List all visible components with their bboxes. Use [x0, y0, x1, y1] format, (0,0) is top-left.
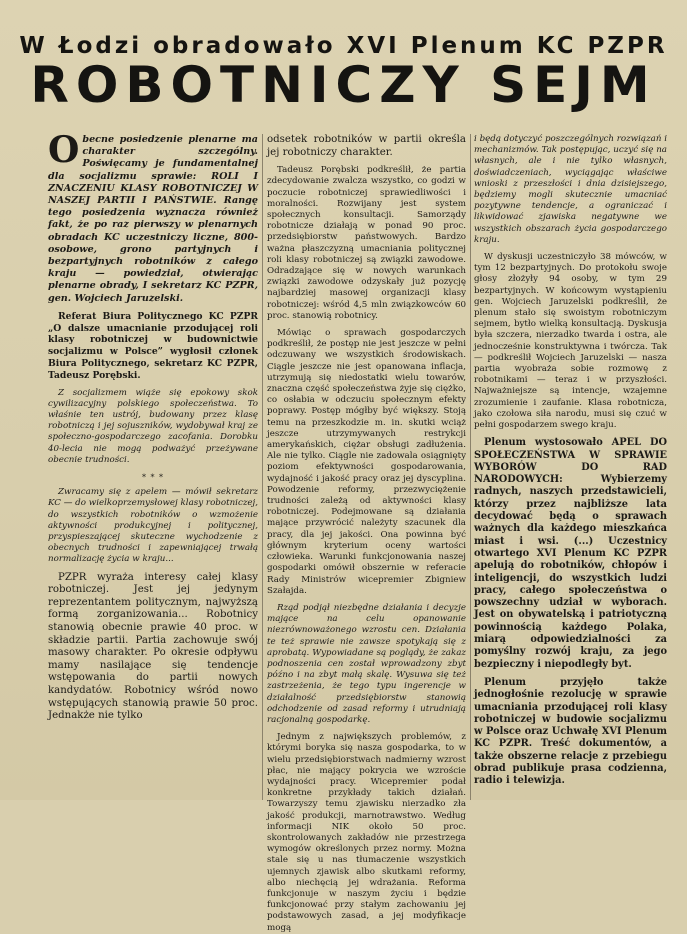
- col1-paragraph-1: Referat Biura Politycznego KC PZPR „O dalsze umacnianie przodującej roli klasy robotniczej w budownictwie socjalizmu w Polsce” wygłosił członek Biura Politycznego, sekretarz KC PZPR, Tadeusz Porębski.: [48, 310, 258, 381]
- lead-paragraph: [48, 129, 258, 305]
- drop-cap: O: [48, 129, 80, 171]
- column-rule-1: [262, 134, 263, 800]
- article-column-2: [267, 134, 466, 933]
- col2-paragraph-3: Mówiąc o sprawach gospodarczych podkreślił, że postęp nie jest jeszcze w pełni odczuwany we wszystkich środowiskach. Ciągle jeszcze nie jest opanowana inflacja, utrzymują się niedostatki wielu towarów, znaczna część społeczeństwa żyje się ciężko, co osłabia w odczuciu społecznym efekty poprawy. Postęp mógłby być większy. Stoją temu na przeszkodzie m. in. skutki wciąż jeszcze utrzymywanych restrykcji amerykańskich, ciężar obsługi zadłużenia. Ale nie tylko. Ciągle nie zadowala osiągnięty poziom efektywności gospodarowania, wydajność i jakość pracy oraz jej dyscyplina. Powodzenie reformy, przezwyciężenie trudności zależą od aktywności klasy robotniczej. Podejmowane są działania mające przywrócić należyty szacunek dla pracy, dla jej jakości. Ona powinna być głównym kryterium oceny wartości człowieka. Warunki funkcjonowania naszej gospodarki omówił obszernie w referacie Rady Ministrów wicepremier Zbigniew Szałajda.: [267, 328, 466, 596]
- article-column-1: [48, 129, 258, 800]
- col3-paragraph-3: Plenum wystosowało APEL DO SPOŁECZEŃSTWA W SPRAWIE WYBORÓW DO RAD NARODOWYCH: Wybierzemy radnych, naszych przedstawicieli, którzy przez najbliższe lata decydować będą o sprawach ważnych dla każdego mieszkańca miast i wsi. (...) Uczestnicy otwartego XVI Plenum KC PZPR apelują do robotników, chłopów i inteligencji, do wszystkich ludzi pracy, całego społeczeństwa o powszechny udział w wyborach. Jest on obywatelską i patriotyczną powinnością każdego Polaka, miarą odpowiedzialności za pomyślny rozwój kraju, za jego bezpieczny i niepodległy byt.: [474, 437, 667, 670]
- col1-paragraph-4: PZPR wyraża interesy całej klasy robotniczej. Jest jej jedynym reprezentantem politycznym, najwyższą formą zorganizowania... Robotnicy stanowią obecnie prawie 40 proc. w składzie partii. Partia zachowuje swój masowy charakter. Po okresie odpływu mamy nasilające się tendencje wstępowania do partii nowych kandydatów. Robotnicy wśród nowo wstępujących stanowią prawie 50 proc. Jednakże nie tylko: [48, 571, 258, 722]
- lead-text: becne posiedzenie plenarne ma charakter szczególny. Poświęcamy je fundamentalnej dla socjalizmu sprawie: ROLI I ZNACZENIU KLASY ROBOTNICZEJ W NASZEJ PARTII I PAŃSTWIE. Rangę tego posiedzenia wyznacza również fakt, że po raz pierwszy w plenarnych obradach KC uczestniczy liczne, 800-osobowe, grono partyjnych i bezpartyjnych robotników z całego kraju — powiedział, otwierając plenarne obrady, I sekretarz KC PZPR, gen. Wojciech Jaruzelski.: [48, 134, 258, 304]
- col2-paragraph-2: Tadeusz Porębski podkreślił, że partia zdecydowanie zwalcza wszystko, co godzi w poczucie robotniczej sprawiedliwości i moralności. Rozwijany jest system społecznych konsultacji. Samorządy robotnicze działają w ponad 90 proc. przedsiębiorstw państwowych. Bardzo ważna płaszczyzną umacniania politycznej roli klasy robotniczej są związki zawodowe. Odradzające się w nowych warunkach związki zawodowe odzyskały już pozycję najbardziej masowej organizacji klasy robotniczej: wśród 4,5 mln związkowców 60 proc. stanowią robotnicy.: [267, 165, 466, 321]
- col2-paragraph-5: Jednym z największych problemów, z którymi boryka się nasza gospodarka, to w wielu przedsiębiorstwach nadmierny wzrost płac, nie mający pokrycia we wzroście wydajności pracy. Wicepremier podał konkretne przykłady takich działań. Towarzyszy temu zjawisku nierzadko zła jakość produkcji, marnotrawstwo. Według informacji NIK około 50 proc. skontrolowanych zakładów nie przestrzega wymogów określonych przez normy. Można stale się u nas tłumaczenie wszystkich ujemnych zjawisk albo skutkami reformy, albo niechęcią jej wdrażania. Reforma funkcjonuje w naszym życiu i będzie funkcjonować przy stałym zachowaniu jej podstawowych zasad, a jej modyfikacje mogą: [267, 732, 466, 933]
- col2-paragraph-4: Rząd podjął niezbędne działania i decyzje mające na celu opanowanie niezrównoważonego wzrostu cen. Działania te też sprawie nie zawsze spotykają się z aprobatą. Wypowiadane są poglądy, że zakaz podnoszenia cen został wprowadzony zbyt późno i na zbyt małą skalę. Wysuwa się też zastrzeżenia, że tego typu ingerencje w działalność przedsiębiorstw stanowią odchodzenie od zasad reformy i utrudniają racjonalną gospodarkę.: [267, 602, 466, 725]
- col3-paragraph-1: i będą dotyczyć poszczególnych rozwiązań i mechanizmów. Tak postępując, uczyć się na własnych, ale i nie tylko własnych, doświadczeniach, wyciągając właściwe wnioski z przeszłości i dnia dzisiejszego, będziemy mogli skutecznie umacniać pozytywne tendencje, a ograniczać i likwidować zjawiska negatywne we wszystkich obszarach życia gospodarczego kraju.: [474, 134, 667, 245]
- col1-paragraph-2: Z socjalizmem wiąże się epokowy skok cywilizacyjny polskiego społeczeństwa. To właśnie ten ustrój, budowany przez klasę robotniczą i jej sojuszników, wydobywał kraj ze społeczno-gospodarczego zacofania. Dorobku 40-lecia nie mogą podważyć przeżywane obecnie trudności.: [48, 387, 258, 465]
- column-rule-2: [470, 134, 471, 800]
- section-separator: * * *: [141, 473, 165, 483]
- col2-paragraph-1: odsetek robotników w partii określa jej robotniczy charakter.: [267, 134, 466, 158]
- main-headline: ROBOTNICZY SEJM: [30, 56, 657, 114]
- col3-paragraph-2: W dyskusji uczestniczyło 38 mówców, w tym 12 bezpartyjnych. Do protokołu swoje głosy złożyły 94 osoby, w tym 29 bezpartyjnych. W końcowym wystąpieniu gen. Wojciech Jaruzelski podkreślił, że plenum stało się swoistym robotniczym sejmem, bytło wielką konsultacją. Dyskusja była szczera, nierzadko twarda i ostra, ale jednocześnie konstruktywna i twórcza. Tak — podkreślił Wojciech Jaruzelski — nasza partia wyobraża sobie rozmowę z robotnikami — teraz i w przyszłości. Najważniejsze są intencje, wzajemne zrozumienie i zaufanie. Klasa robotnicza, jako czołowa siła narodu, musi się czuć w pełni gospodarzem swego kraju.: [474, 252, 667, 431]
- kicker-headline: W Łodzi obradowało XVI Plenum KC PZPR: [19, 33, 668, 59]
- col1-paragraph-3: Zwracamy się z apelem — mówił sekretarz KC — do wielkoprzemysłowej klasy robotniczej, do wszystkich robotników o wzmożenie aktywności produkcyjnej i politycznej, przyspieszającej skuteczne wychodzenie z obecnych trudności i zapewniającej trwałą normalizację życia w kraju...: [48, 487, 258, 565]
- col3-paragraph-4: Plenum przyjęło także jednogłośnie rezolucję w sprawie umacniania przodującej roli klasy robotniczej w budowie socjalizmu w Polsce oraz Uchwałę XVI Plenum KC PZPR. Treść dokumentów, a także obszerne relacje z przebiegu obrad publikuje prasa codzienna, radio i telewizja.: [474, 676, 667, 787]
- article-column-3: [474, 134, 667, 800]
